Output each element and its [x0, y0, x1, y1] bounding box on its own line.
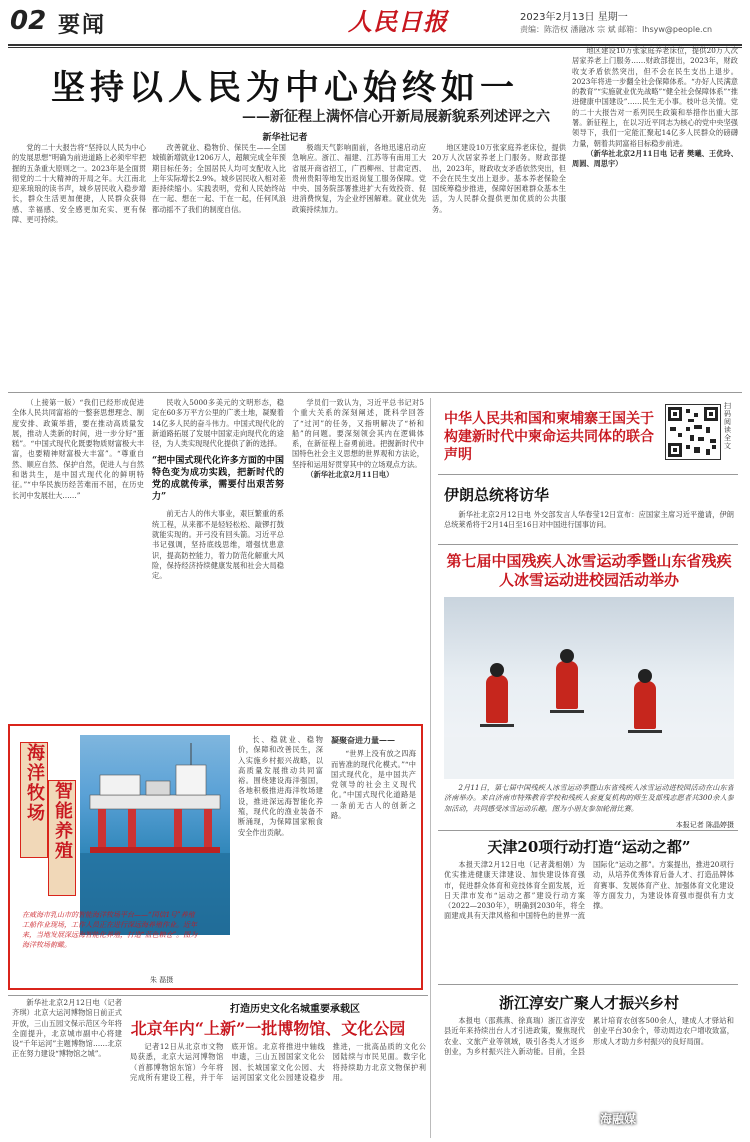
right-divider-2: [438, 544, 738, 545]
museum-headline[interactable]: 北京年内“上新”一批博物馆、文化公园: [130, 1019, 406, 1038]
qr-label: 扫码阅读全文: [724, 402, 731, 450]
chunan-body: 本报电（邵燕燕、徐真瑞）浙江省淳安县近年来持续出台人才引进政策，聚焦现代农业、文旅产业等领域，吸引各类人才返乡创业，为乡村振兴注入新动能。目前，全县累计培育农创客500余人，建成人才驿站和创业平台30余个，带动周边农户增收致富，形成人才助力乡村振兴的良好局面。: [444, 1016, 734, 1056]
right-divider-4: [438, 984, 738, 985]
lead-byline: （新华社北京2月11日电 记者 樊曦、王优玲、周圆、周思宇）: [572, 148, 738, 169]
qr-code-icon: [666, 405, 720, 459]
continued-column-1: （上接第一版）“我们已经形成促进全体人民共同富裕的一整套思想理念、制度安排、政策举措，要在推动高质量发展，推动人类新的时间，进一步分好“蛋糕”。“中国式现代化既要物质财富极大丰富，也要精神财富极大丰富”。“尊重自然、顺应自然、保护自然，促进人与自然和谐共生，是中国式现代化的鲜明特征。”“中华民族历经苦难而不屈，在历史长河中发展壮大……”: [12, 398, 144, 500]
winter-sports-headline[interactable]: 第七届中国残疾人冰雪运动季暨山东省残疾人冰雪运动进校园活动举办: [446, 552, 732, 589]
skating-photo-caption: 2月11日，第七届中国残疾人冰雪运动季暨山东省残疾人冰雪运动进校园活动在山东省济南举办。来自济南市特殊教育学校和残疾人套夏复机构的师生及部残志愿者共300余人参加活动，共同感受冰雪运动乐趣。图为小朋友参加轮滑比赛。: [444, 783, 734, 813]
feature-photo-credit: 朱 磊摄: [150, 976, 174, 984]
tianjin-body: 本报天津2月12日电（记者龚相娟）为优实推进健康天津建设、加快建设体育强市，促进群众体育和竞技体育全面发展，近日天津市发布“运动之都”建设行动方案（2022—2030年），明确到2030年，将全面建成具有天津风格和中国特色的世界一流国际化“运动之都”。方案提出，推进20项行动，从培养优秀体育后备人才、打造品牌体育赛事、发展体育产业、加强体育文化建设等方面发力，为建设体育强市提供有力支撑。: [444, 860, 734, 921]
issue-date: 2023年2月13日 星期一: [520, 12, 628, 23]
feature-badge-2: 智能养殖: [48, 780, 76, 896]
continued-column-2: 民收入5000多美元的文明形态，稳定在60多万平方公里的广袤土地，凝聚着14亿多人民的奋斗伟力。中国式现代化的新道路拓展了发展中国家走向现代化的途径，为人类实现现代化提供了新的选择。 “把中国式现代化许多方面的中国特色变为成功实践，把新时代的党的成就传承，需要付出艰苦努力” 前无古人的伟大事业，艰巨繁重的系统工程，从来都不是轻轻松松、敲锣打鼓就能实现的。开弓没有回头箭。习近平总书记强调，坚持底线思维，增强忧患意识，提高防控能力，着力防范化解重大风险，保持经济持续健康发展和社会大局稳定。: [152, 398, 284, 581]
lead-author: 新华社记者: [262, 133, 308, 143]
visit-body: 新华社北京2月12日电 外交部发言人华春莹12日宣布：应国家主席习近平邀请，伊朗总统莱希将于2月14日至16日对中国进行国事访问。: [444, 510, 734, 530]
lead-column-2: 改善就业、稳物价、保民生——全国城镇新增就业1206万人，超额完成全年预期目标任务；全国居民人均可支配收入比上年实际增长2.9%。城乡居民收入相对差距持续缩小。实践表明，党和人民始终站在一起、想在一起、干在一起，任何风浪都动摇不了我们的制度自信。: [152, 143, 286, 214]
lead-subheadline: ——新征程上满怀信心开新局展新貌系列述评之六: [242, 109, 550, 125]
middle-byline: （新华社北京2月11日电）: [306, 470, 394, 480]
feature-photo-caption: 在威海市乳山市的智能海洋牧场平台——“国信1号”养殖工船作业现场，工作人员正在进行深远海养殖作业。近年来，当地发展深远海智能化养殖，打造“蓝色粮仓”。图为海洋牧场俯瞰。: [22, 911, 198, 949]
platform-illustration: [80, 735, 230, 935]
lead-column-4: 地区建设10万张家庭养老床位，提供20万人次居家养老上门服务。财政部提出，2023年，财政收支矛盾依然突出，但不会在民生支出上退步。基本养老保险全国统筹稳步推进，保障好困难群众基本生活，为人民群众提供更加优质的公共服务。: [432, 143, 566, 214]
lead-column-1: 党的二十大报告将“坚持以人民为中心的发展思想”明确为前进道路上必须牢牢把握的五条重大原则之一。2023年是全面贯彻党的二十大精神的开局之年。大江南北迎来琅琅的读书声，城乡居民收入稳步增长，群众生活更加便捷，人民群众获得感、幸福感、安全感更加充实、更有保障、更可持续。: [12, 143, 146, 225]
tianjin-headline[interactable]: 天津20项行动打造“运动之都”: [487, 838, 691, 856]
chunan-headline[interactable]: 浙江淳安广聚人才振兴乡村: [498, 994, 679, 1012]
qr-code[interactable]: [665, 404, 721, 460]
museum-body: 记者12日从北京市文物局获悉，北京大运河博物馆（首都博物馆东馆）今年将完成所有建设工程，并于年底开馆。北京将推进中轴线申遗，三山五园国家文化公园、长城国家文化公园、大运河国家文化公园建设稳步推进，一批高品质的文化公园陆续与市民见面。数字化将持续助力北京文物保护利用。: [130, 1042, 426, 1082]
pull-quote: “把中国式现代化许多方面的中国特色变为成功实践，把新时代的党的成就传承，需要付出艰苦努力”: [152, 456, 284, 503]
lead-headline: 坚持以人民为中心始终如一: [51, 68, 519, 108]
column-divider: [430, 398, 431, 1138]
visit-headline[interactable]: 伊朗总统将访华: [444, 486, 550, 504]
editors-line: 责编：陈浩权 潘融冰 宗 斌 邮箱：lhsyw@people.cn: [520, 25, 713, 34]
continued-column-3: 学员们一致认为，习近平总书记对5个重大关系的深刻阐述，既科学回答了“过河”的任务，又指明解决了“桥和船”的问题。要深刻领会其内在逻辑体系，在新征程上奋勇前进。把握新时代中国特色社会主义思想的世界观和方法论，坚持和运用好贯穿其中的立场观点方法。 （新华社北京2月11日电）: [292, 398, 424, 480]
feature-body: 长、稳就业、稳物价，保障和改善民生，深入实施乡村振兴战略，以高质量发展推动共同富裕。围绕建设海洋强国，各地积极推进海洋牧场建设，推进深远海智能化养殖，现代化的渔业装备不断涌现，为保障国家粮食安全作出贡献。 凝聚奋进力量—— “世界上没有放之四海而皆准的现代化模式。”“中国式现代化，是中国共产党领导的社会主义现代化。”中国式现代化道路是一条前无古人的创新之路。: [238, 735, 416, 837]
bottom-divider: [8, 995, 428, 996]
joint-statement-headline[interactable]: 中华人民共和国和柬埔寨王国关于构建新时代中柬命运共同体的联合声明: [444, 411, 654, 463]
right-divider-3: [438, 830, 738, 831]
newspaper-logo: 人民日报: [348, 7, 448, 36]
watermark: 海融媒: [600, 1112, 637, 1126]
lead-column-3: 极端天气影响面前，各地迅速启动应急响应。浙江、福建、江苏等有南用工大省展开商省招工，广西柳州、甘肃定西、贵州贵阳等地发出返岗复工服务保障。党中央、国务院部署推进扩大有效投资、促进消费恢复，为企业纾困解难。就业优先政策持续加力。: [292, 143, 426, 214]
museum-kicker: 打造历史文化名城重要承载区: [230, 1004, 360, 1015]
museum-lede: 新华社北京2月12日电（记者齐琪）北京大运河博物馆日前正式开放，三山五园文保示范区今年将全面提升，北京城市副中心将建设“千年运河”主题博物馆……北京正在努力建设“博物馆之城”。: [12, 998, 122, 1059]
section-title: 要闻: [58, 12, 107, 38]
photo-credit: 本报记者 陈晶婷摄: [675, 821, 734, 829]
feature-subheading: 凝聚奋进力量——: [331, 735, 395, 745]
right-divider-1: [438, 474, 738, 475]
feature-badge-1: 海洋牧场: [20, 742, 48, 858]
page-number: 02: [10, 6, 47, 36]
skating-photo: [444, 597, 734, 779]
lead-column-5: 地区建设10万张家庭养老床位，提供20万人次居家养老上门服务……财政部提出，2023年，财政收支矛盾依然突出，但不会在民生支出上退步。2023年将进一步翻全社会保障体系。“办好人民满意的教育”“实施就业优先战略”“健全社会保障体系”“推进健康中国建设”……民生无小事。枝叶总关情。党的二十大报告对一系列民生政策和举措作出重大部署。新征程上，在以习近平同志为核心的党中央坚强领导下，我们一定能汇聚起14亿多人民群众的磅礴力量，朝着共同富裕目标稳步前进。 （新华社北京2月11日电 记者 樊曦、王优玲、周圆、周思宇）: [572, 46, 738, 169]
section-divider: [8, 392, 742, 393]
